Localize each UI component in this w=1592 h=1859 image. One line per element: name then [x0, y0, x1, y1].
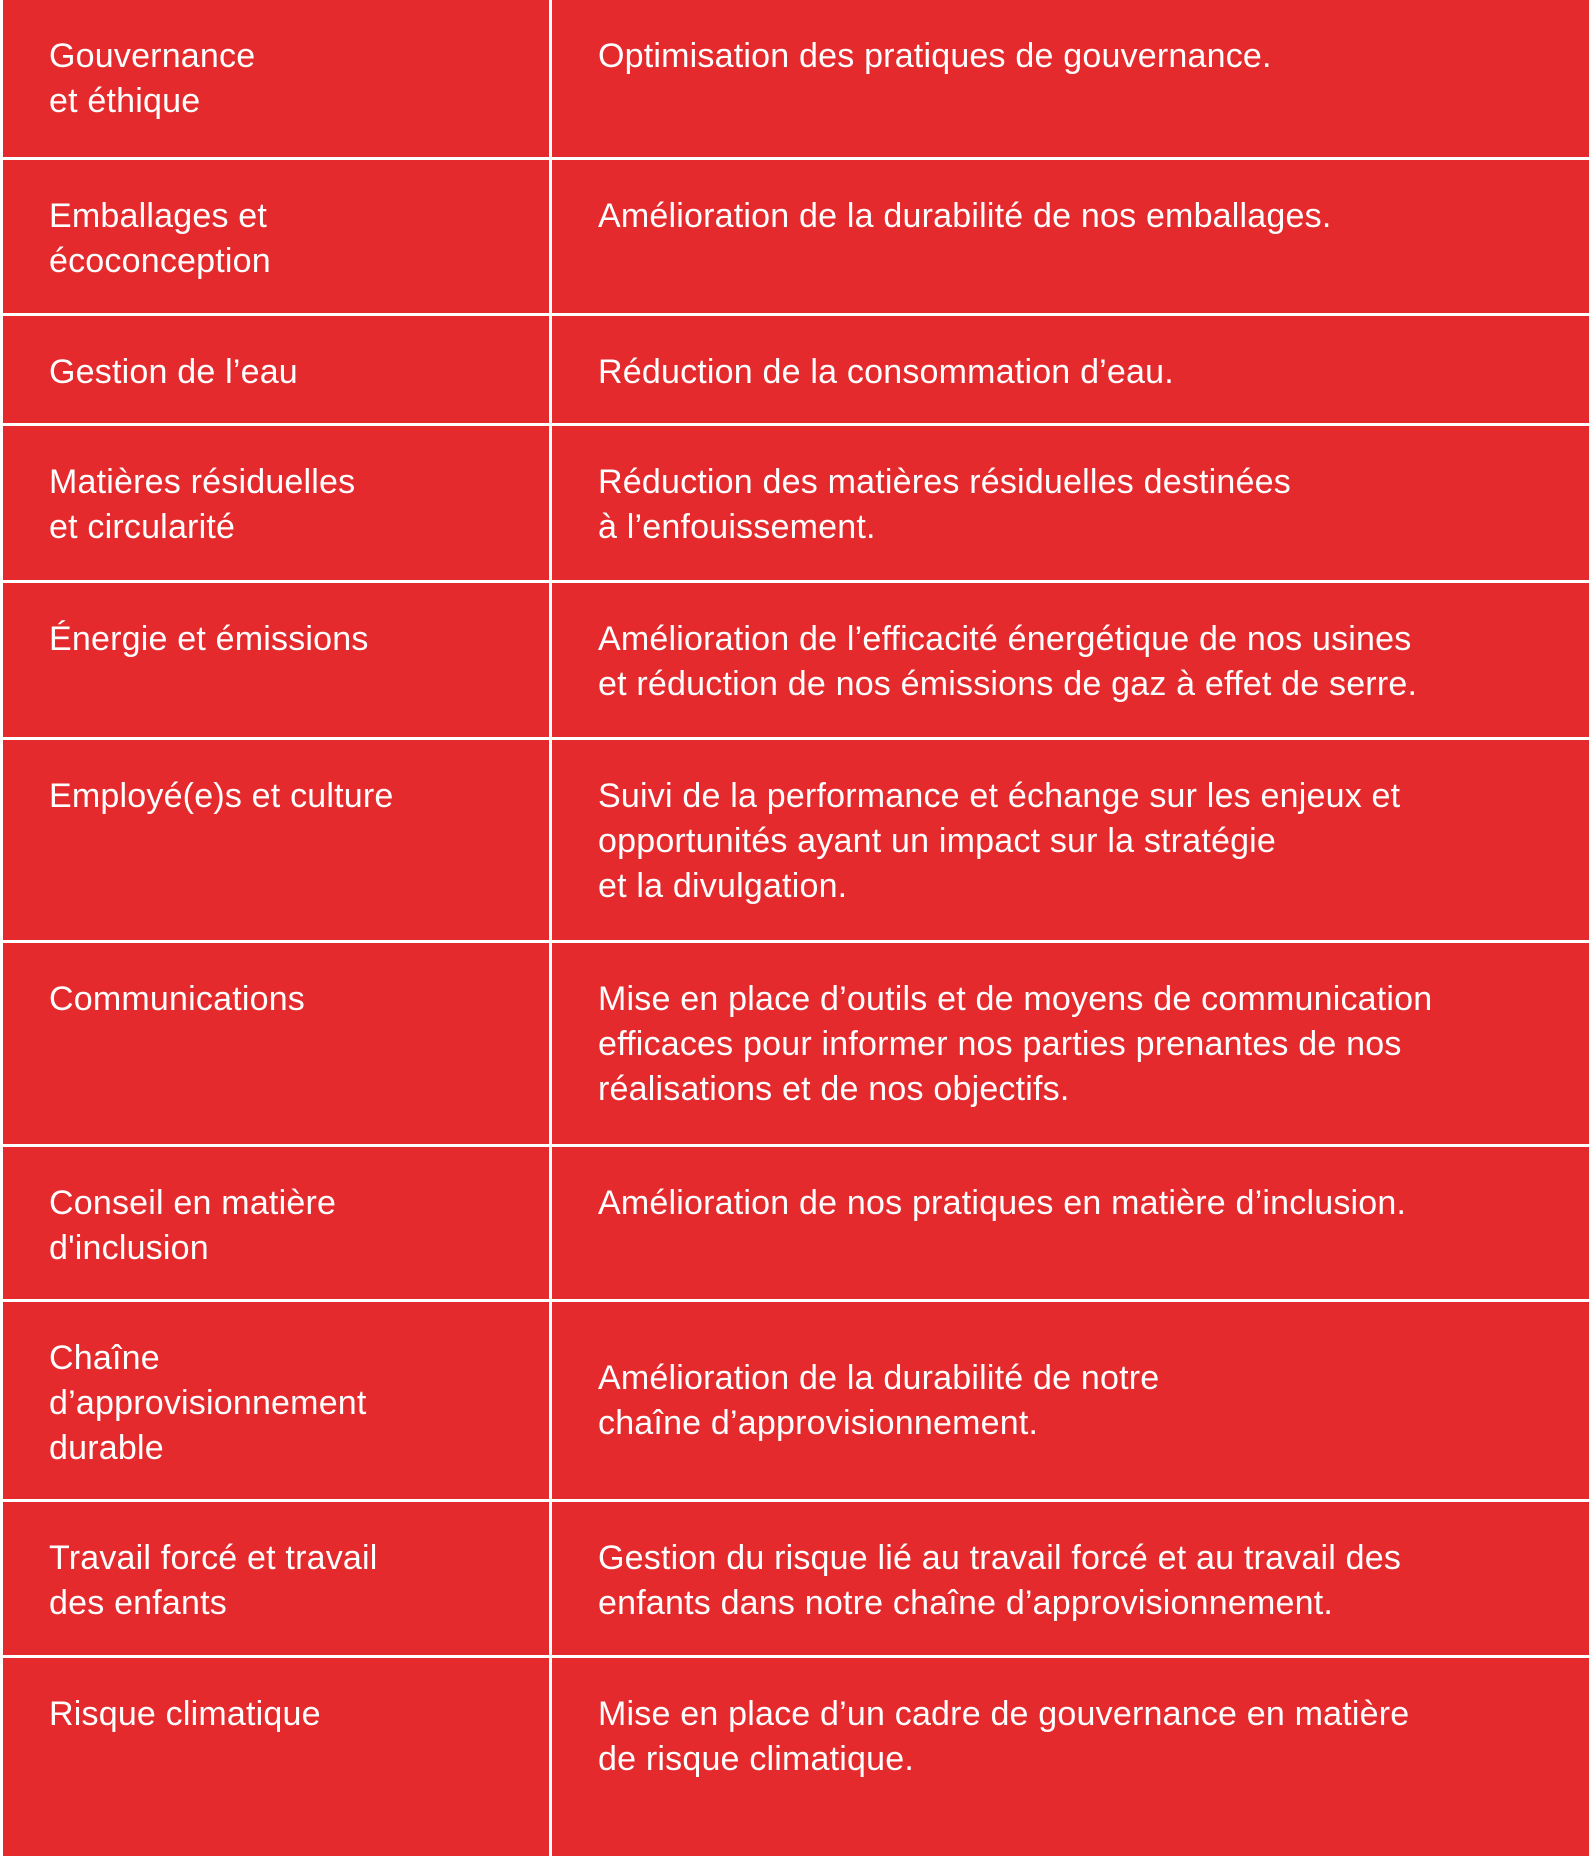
- table-row: [0, 426, 1592, 580]
- table-row: [0, 943, 1592, 1144]
- description-cell: Réduction des matières résiduelles destinées à l’enfouissement.: [552, 426, 1589, 580]
- topic-cell: Travail forcé et travail des enfants: [3, 1502, 549, 1655]
- topic-cell: Matières résiduelles et circularité: [3, 426, 549, 580]
- table-row: [0, 1302, 1592, 1499]
- description-cell: Amélioration de la durabilité de notre chaîne d’approvisionnement.: [552, 1302, 1589, 1499]
- description-cell: Mise en place d’outils et de moyens de communication efficaces pour informer nos parties prenantes de nos réalisations et de nos objectifs.: [552, 943, 1589, 1144]
- topic-cell: Emballages et écoconception: [3, 160, 549, 313]
- table-row: [0, 1502, 1592, 1655]
- topic-cell: Conseil en matière d'inclusion: [3, 1147, 549, 1299]
- table-row: [0, 1658, 1592, 1856]
- description-cell: Amélioration de nos pratiques en matière d’inclusion.: [552, 1147, 1589, 1299]
- description-cell: Amélioration de l’efficacité énergétique de nos usines et réduction de nos émissions de gaz à effet de serre.: [552, 583, 1589, 737]
- table-row: [0, 583, 1592, 737]
- topic-cell: Chaîne d’approvisionnement durable: [3, 1302, 549, 1499]
- description-cell: Optimisation des pratiques de gouvernance.: [552, 0, 1589, 157]
- description-cell: Gestion du risque lié au travail forcé et au travail des enfants dans notre chaîne d’approvisionnement.: [552, 1502, 1589, 1655]
- topic-cell: Gouvernance et éthique: [3, 0, 549, 157]
- table-row: [0, 0, 1592, 157]
- table-row: [0, 740, 1592, 940]
- topic-cell: Communications: [3, 943, 549, 1144]
- description-cell: Amélioration de la durabilité de nos emballages.: [552, 160, 1589, 313]
- description-cell: Mise en place d’un cadre de gouvernance en matière de risque climatique.: [552, 1658, 1589, 1856]
- topic-cell: Gestion de l’eau: [3, 316, 549, 423]
- topic-cell: Énergie et émissions: [3, 583, 549, 737]
- topic-cell: Risque climatique: [3, 1658, 549, 1856]
- description-cell: Réduction de la consommation d’eau.: [552, 316, 1589, 423]
- table-row: [0, 1147, 1592, 1299]
- table-row: [0, 316, 1592, 423]
- topic-cell: Employé(e)s et culture: [3, 740, 549, 940]
- description-cell: Suivi de la performance et échange sur les enjeux et opportunités ayant un impact sur la stratégie et la divulgation.: [552, 740, 1589, 940]
- table-row: [0, 160, 1592, 313]
